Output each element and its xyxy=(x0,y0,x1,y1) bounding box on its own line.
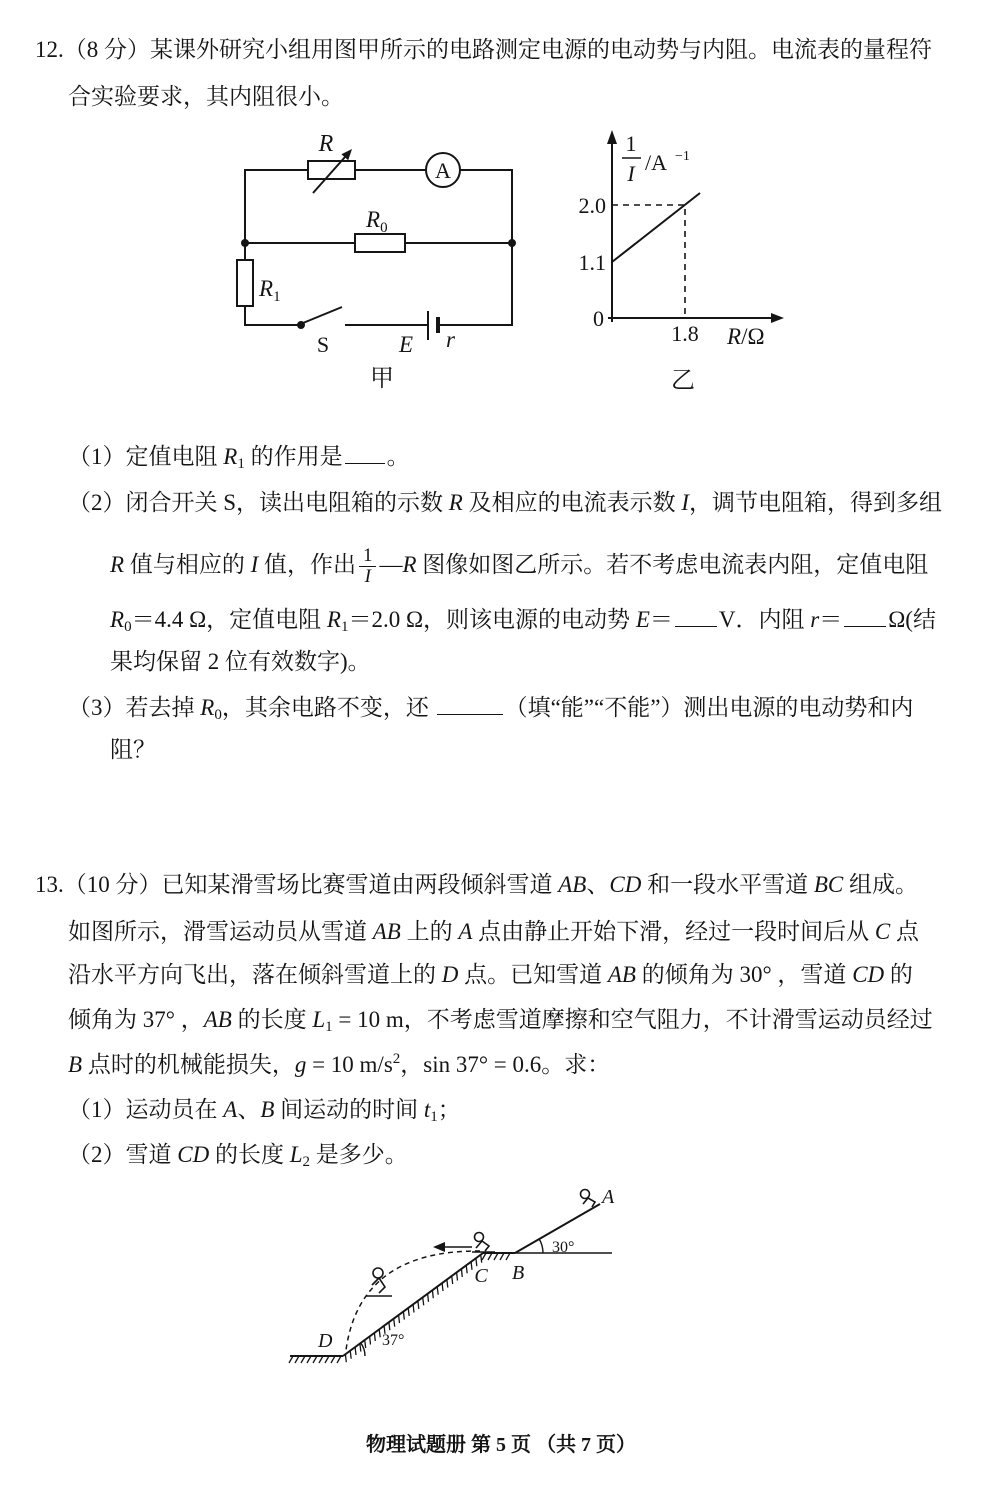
circuit-diagram xyxy=(237,149,515,340)
text-run: （3）若去掉 xyxy=(68,695,201,720)
variable: R xyxy=(110,607,125,632)
switch-blade xyxy=(303,307,342,323)
text-run: （1）定值电阻 xyxy=(68,444,224,469)
text-run: ，其余电路不变，还 xyxy=(221,695,435,720)
q13-stem-line-1 xyxy=(35,870,918,900)
r0-label xyxy=(365,207,388,236)
q12-sub2-line-2 xyxy=(110,546,928,587)
text-run: 和一段水平雪道 xyxy=(641,872,814,897)
variable: R xyxy=(200,695,215,720)
text-run: 的长度 xyxy=(209,1142,290,1167)
text-run: 的 xyxy=(884,962,913,987)
x-tick: 1.8 xyxy=(671,321,699,346)
text-run: 沿水平方向飞出，落在倾斜雪道上的 xyxy=(68,962,442,987)
q13-stem-line-4 xyxy=(68,1005,933,1035)
text-run: 是多少。 xyxy=(310,1142,408,1167)
text-run: 及相应的电流表示数 xyxy=(462,490,682,515)
text-run: 点由静止开始下滑，经过一段时间后从 xyxy=(472,919,875,944)
x-axis-unit: /Ω xyxy=(741,324,765,349)
rheostat-resistor xyxy=(308,161,355,179)
variable: R xyxy=(448,490,463,515)
text-run: 值与相应的 xyxy=(124,551,251,577)
variable: CD xyxy=(852,962,885,987)
text-run: 阻？ xyxy=(110,737,156,762)
answer-blank-internal-resistance xyxy=(844,608,886,627)
variable: I xyxy=(250,551,259,577)
text-run: 合实验要求，其内阻很小。 xyxy=(68,84,344,109)
page-footer: 物理试题册 第 5 页 （共 7 页） xyxy=(366,1434,636,1456)
graph-axes xyxy=(607,130,784,323)
text-run: 果均保留 2 位有效数字)。 xyxy=(110,649,371,674)
text-run: 13.（10 分）已知某滑雪场比赛雪道由两段倾斜雪道 xyxy=(35,872,559,897)
variable: CD xyxy=(177,1142,210,1167)
text-run: 、 xyxy=(586,872,610,897)
text-run: 12.（8 分）某课外研究小组用图甲所示的电路测定电源的电动势与内阻。电流表的量程符 xyxy=(35,37,932,62)
ski-slope-figure xyxy=(280,1180,620,1370)
angle-30-label: 30° xyxy=(552,1239,575,1256)
y-label-numerator: 1 xyxy=(625,131,637,156)
rheostat-label: R xyxy=(318,131,334,157)
text-run: = 10 m/s xyxy=(306,1052,393,1077)
variable: g xyxy=(294,1052,307,1077)
text-run: 组成。 xyxy=(843,872,918,897)
text-run: = 10 m，不考虑雪道摩擦和空气阻力，不计滑雪运动员经过 xyxy=(332,1007,933,1032)
wire-bottom-left xyxy=(245,306,298,325)
q12-sub2-line-4 xyxy=(110,647,371,677)
text-run: V．内阻 xyxy=(718,607,811,632)
point-a-label: A xyxy=(602,1186,615,1208)
skier-at-a xyxy=(581,1190,596,1208)
variable: R xyxy=(110,551,125,577)
q12-sub1-line xyxy=(68,442,410,472)
text-run: ＝ xyxy=(649,607,673,632)
angle-arc-30 xyxy=(539,1239,543,1253)
text-run: 值，作出 xyxy=(258,551,356,577)
subscript: 0 xyxy=(214,707,222,723)
variable: E xyxy=(635,607,650,632)
q12-figures xyxy=(225,120,800,400)
text-run: 的作用是 xyxy=(244,444,343,469)
y-tick-high: 2.0 xyxy=(578,193,606,218)
variable: A xyxy=(458,919,473,944)
graph-line xyxy=(612,193,700,262)
q12-stem-line-1 xyxy=(35,35,932,65)
text-run: ，sin 37° = 0.6。求： xyxy=(400,1052,611,1077)
r0-symbol: R xyxy=(366,207,381,232)
y-label-denominator: I xyxy=(627,161,635,186)
circuit-caption: 甲 xyxy=(370,366,394,392)
text-run: 的长度 xyxy=(231,1007,313,1032)
variable: I xyxy=(681,490,690,515)
subscript: 1 xyxy=(430,1109,438,1125)
answer-blank-emf xyxy=(675,608,717,627)
switch-label: S xyxy=(316,332,330,357)
skier-at-c xyxy=(472,1233,495,1253)
q12-sub2-line-1 xyxy=(68,488,942,518)
subscript: 1 xyxy=(340,619,349,635)
text-run: （2）闭合开关 S，读出电阻箱的示数 xyxy=(68,490,449,515)
point-b-label: B xyxy=(512,1262,525,1284)
superscript: 2 xyxy=(392,1051,401,1067)
text-run: ； xyxy=(437,1097,461,1122)
variable: AB xyxy=(558,872,587,897)
emf-label: E xyxy=(398,332,414,357)
junction-dot-left xyxy=(242,240,248,246)
text-run: 。 xyxy=(386,444,410,469)
variable: L xyxy=(312,1007,326,1032)
text-run: 图像如图乙所示。若不考虑电流表内阻，定值电阻 xyxy=(416,551,929,577)
answer-blank xyxy=(437,696,503,715)
q12-sub2-line-3 xyxy=(110,605,936,635)
trajectory-dashed xyxy=(346,1251,480,1350)
text-run: ＝2.0 Ω，则该电源的电动势 xyxy=(348,607,636,632)
variable: A xyxy=(223,1097,238,1122)
dash: — xyxy=(379,551,403,577)
text-run: Ω(结 xyxy=(888,607,936,632)
r1-label xyxy=(258,276,281,305)
text-run: 的倾角为 30° ，雪道 xyxy=(635,962,853,987)
r0-resistor xyxy=(355,234,405,252)
text-run: （2）雪道 xyxy=(68,1142,178,1167)
x-axis-label xyxy=(726,324,765,349)
text-run: 如图所示，滑雪运动员从雪道 xyxy=(68,919,373,944)
y-label-unit: /A xyxy=(645,150,667,175)
subscript: 2 xyxy=(302,1154,310,1170)
subscript: 1 xyxy=(237,456,245,472)
graph-caption: 乙 xyxy=(671,368,695,394)
variable: CD xyxy=(609,872,642,897)
r1-resistor xyxy=(237,260,253,306)
variable: R xyxy=(326,607,341,632)
variable: AB xyxy=(372,919,401,944)
variable: D xyxy=(441,962,459,987)
text-run: ＝ xyxy=(819,607,843,632)
y-axis-arrowhead xyxy=(607,130,617,144)
q13-stem-line-3 xyxy=(68,960,913,990)
fraction-denominator: I xyxy=(364,566,371,587)
answer-blank xyxy=(345,445,385,464)
junction-dot-right xyxy=(509,240,515,246)
text-run: 间运动的时间 xyxy=(274,1097,424,1122)
point-d-label: D xyxy=(318,1330,333,1352)
q13-stem-line-5 xyxy=(68,1050,610,1080)
text-run: 点 xyxy=(890,919,920,944)
variable: R xyxy=(223,444,238,469)
x-axis-variable: R xyxy=(727,324,742,349)
text-run: ＝4.4 Ω，定值电阻 xyxy=(131,607,327,632)
q12-stem-line-2 xyxy=(68,82,344,112)
x-axis-arrowhead xyxy=(771,313,784,323)
q12-sub3-line-2 xyxy=(110,735,156,765)
variable: BC xyxy=(813,872,844,897)
angle-arc-37 xyxy=(361,1343,365,1356)
variable: AB xyxy=(607,962,636,987)
internal-resistance-label: r xyxy=(446,327,455,352)
angle-37-label: 37° xyxy=(382,1332,405,1349)
text-run: ，调节电阻箱，得到多组 xyxy=(689,490,943,515)
variable: R xyxy=(402,551,417,577)
text-run: （填“能”“不能”）测出电源的电动势和内 xyxy=(504,695,914,720)
text-run: 点时的机械能损失， xyxy=(82,1052,295,1077)
q13-sub1-line xyxy=(68,1095,461,1125)
variable: AB xyxy=(203,1007,232,1032)
variable: C xyxy=(874,919,891,944)
velocity-arrowhead xyxy=(433,1242,445,1252)
q13-sub2-line xyxy=(68,1140,408,1170)
variable: t xyxy=(423,1097,431,1122)
text-run: 、 xyxy=(237,1097,261,1122)
y-label-unit-exponent: −1 xyxy=(675,149,690,164)
origin-label: 0 xyxy=(593,306,604,331)
variable: B xyxy=(260,1097,275,1122)
r1-symbol: R xyxy=(259,276,274,301)
q12-sub3-line-1 xyxy=(68,693,913,723)
r1-subscript: 1 xyxy=(273,289,281,305)
text-run: 上的 xyxy=(400,919,459,944)
subscript: 1 xyxy=(325,1019,333,1035)
variable: B xyxy=(68,1052,83,1077)
point-c-label: C xyxy=(474,1265,488,1287)
wire-left-top xyxy=(245,170,308,260)
text-run: （1）运动员在 xyxy=(68,1097,224,1122)
rheostat-arrow xyxy=(313,157,345,193)
text-run: 点。已知雪道 xyxy=(458,962,608,987)
y-tick-low: 1.1 xyxy=(578,250,606,275)
ammeter-label: A xyxy=(435,158,451,183)
text-run: 倾角为 37° ， xyxy=(68,1007,204,1032)
variable: r xyxy=(810,607,820,632)
dashed-guide xyxy=(612,205,685,318)
subscript: 0 xyxy=(124,619,132,635)
q13-stem-line-2 xyxy=(68,917,919,947)
fraction-numerator: 1 xyxy=(359,546,377,567)
r0-subscript: 0 xyxy=(380,220,388,236)
fraction-one-over-i xyxy=(359,546,377,587)
variable: L xyxy=(289,1142,303,1167)
wire-right xyxy=(438,170,512,325)
